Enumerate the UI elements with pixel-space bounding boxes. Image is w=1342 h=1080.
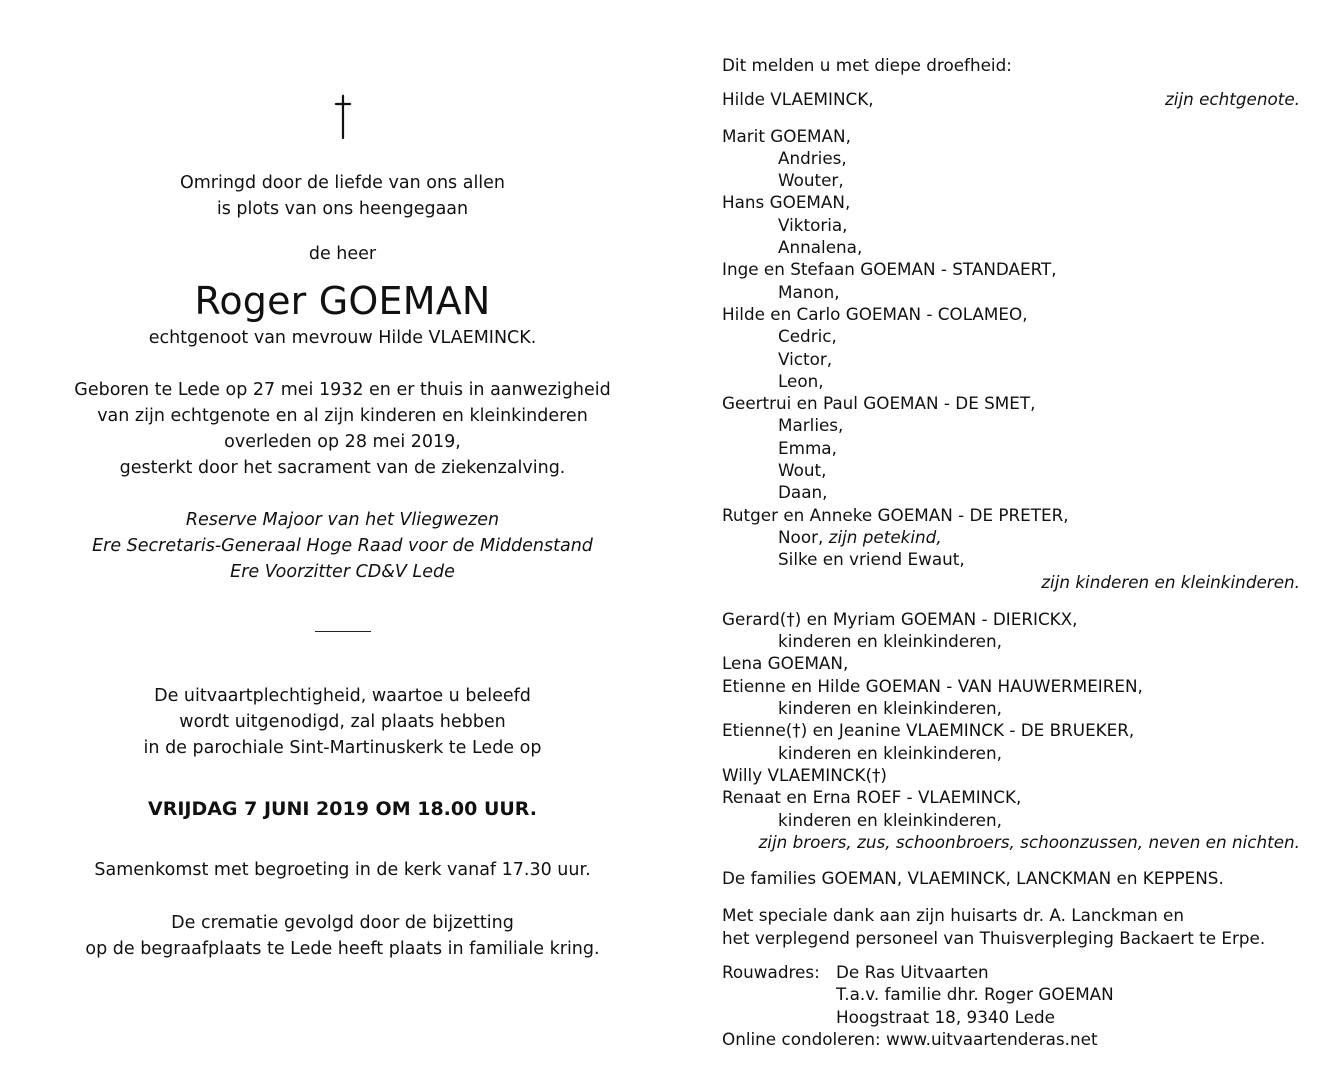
announcement-left: [70, 92, 615, 962]
list-item: Emma,: [778, 437, 837, 458]
ceremony-date: VRIJDAG 7 JUNI 2019 OM 18.00 UUR.: [147, 798, 538, 820]
intro-line: is plots van ons heengegaan: [216, 199, 469, 219]
list-item: Marlies,: [778, 415, 844, 436]
intro-line: Omringd door de liefde van ons allen: [179, 173, 506, 193]
list-item: Etienne(†) en Jeanine VLAEMINCK - DE BRUEKER,: [722, 720, 1135, 741]
divider: [70, 631, 615, 632]
intro-text: [70, 170, 615, 222]
deceased-name: Roger GOEMAN: [194, 279, 491, 323]
list-item: Leon,: [778, 370, 824, 391]
list-item: Renaat en Erna ROEF - VLAEMINCK,: [722, 787, 1022, 808]
list-item: Hilde en Carlo GOEMAN - COLAMEO,: [722, 303, 1028, 324]
godchild-row: [722, 526, 1300, 548]
children-list: [722, 125, 1300, 526]
list-item: Andries,: [778, 147, 847, 168]
godchild-name: Noor,: [778, 526, 824, 547]
list-item: kinderen en kleinkinderen,: [778, 742, 1002, 763]
list-item: Geertrui en Paul GOEMAN - DE SMET,: [722, 393, 1036, 414]
address-line: De Ras Uitvaarten: [836, 961, 989, 982]
list-item: Manon,: [778, 281, 840, 302]
online-condolences: Online condoleren: www.uitvaartenderas.net: [722, 1028, 1098, 1049]
grandchild-line: Silke en vriend Ewaut,: [778, 549, 965, 570]
function-line: Ere Voorzitter CD&V Lede: [230, 562, 455, 582]
birth-death-line: van zijn echtgenote en al zijn kinderen en kleinkinderen: [97, 406, 588, 426]
cremation-line: De crematie gevolgd door de bijzetting: [171, 913, 514, 933]
godchild-role: zijn petekind,: [828, 526, 942, 547]
cremation-line: op de begraafplaats te Lede heeft plaats in familiale kring.: [85, 939, 600, 959]
list-item: Viktoria,: [778, 214, 848, 235]
functions-text: [70, 507, 615, 585]
cremation-text: [70, 910, 615, 962]
invitation-line: wordt uitgenodigd, zal plaats hebben: [179, 712, 506, 732]
invitation-text: [70, 683, 615, 761]
address-label: Rouwadres:: [722, 961, 820, 982]
thanks-line: het verplegend personeel van Thuisverpleging Backaert te Erpe.: [722, 927, 1266, 948]
spouse-role: zijn echtgenote.: [1165, 89, 1300, 110]
spouse-name: Hilde VLAEMINCK,: [722, 89, 874, 110]
birth-death-text: [70, 377, 615, 481]
address-line: T.a.v. familie dhr. Roger GOEMAN: [836, 984, 1114, 1005]
list-item: Cedric,: [778, 326, 837, 347]
function-line: Ere Secretaris-Generaal Hoge Raad voor de Middenstand: [92, 536, 593, 556]
siblings-role: zijn broers, zus, schoonbroers, schoonzussen, neven en nichten.: [758, 831, 1300, 852]
list-item: Daan,: [778, 482, 828, 503]
list-item: kinderen en kleinkinderen,: [778, 698, 1002, 719]
spouse-line: echtgenoot van mevrouw Hilde VLAEMINCK.: [148, 328, 537, 348]
children-role: zijn kinderen en kleinkinderen.: [1041, 571, 1300, 592]
spouse-row: [722, 88, 1300, 110]
list-item: Gerard(†) en Myriam GOEMAN - DIERICKX,: [722, 608, 1078, 629]
list-item: Wouter,: [778, 170, 844, 191]
list-item: Etienne en Hilde GOEMAN - VAN HAUWERMEIREN,: [722, 675, 1143, 696]
list-item: Victor,: [778, 348, 833, 369]
gathering-text: Samenkomst met begroeting in de kerk vanaf 17.30 uur.: [94, 860, 591, 880]
birth-death-line: Geboren te Lede op 27 mei 1932 en er thuis in aanwezigheid: [74, 380, 611, 400]
address-lines: [836, 961, 1114, 1028]
list-item: Hans GOEMAN,: [722, 192, 851, 213]
mourners-heading: Dit melden u met diepe droefheid:: [722, 55, 1012, 75]
families-line: De families GOEMAN, VLAEMINCK, LANCKMAN en KEPPENS.: [722, 868, 1224, 889]
list-item: Marit GOEMAN,: [722, 125, 851, 146]
list-item: kinderen en kleinkinderen,: [778, 809, 1002, 830]
birth-death-line: overleden op 28 mei 2019,: [224, 432, 461, 452]
list-item: Wout,: [778, 460, 827, 481]
invitation-line: in de parochiale Sint-Martinuskerk te Lede op: [143, 738, 542, 758]
siblings-list: [722, 608, 1300, 831]
list-item: Rutger en Anneke GOEMAN - DE PRETER,: [722, 504, 1069, 525]
list-item: kinderen en kleinkinderen,: [778, 631, 1002, 652]
thanks-text: [722, 904, 1300, 949]
mourning-address: [722, 961, 1300, 1028]
announcement-right: [722, 54, 1300, 1050]
list-item: Annalena,: [778, 237, 863, 258]
list-item: Inge en Stefaan GOEMAN - STANDAERT,: [722, 259, 1057, 280]
title-text: de heer: [308, 244, 377, 264]
thanks-line: Met speciale dank aan zijn huisarts dr. A. Lanckman en: [722, 905, 1185, 926]
cross-icon: [333, 92, 353, 140]
list-item: Lena GOEMAN,: [722, 653, 849, 674]
address-line: Hoogstraat 18, 9340 Lede: [836, 1006, 1055, 1027]
list-item: Willy VLAEMINCK(†): [722, 764, 887, 785]
invitation-line: De uitvaartplechtigheid, waartoe u beleefd: [154, 686, 531, 706]
birth-death-line: gesterkt door het sacrament van de ziekenzalving.: [119, 458, 566, 478]
function-line: Reserve Majoor van het Vliegwezen: [185, 510, 500, 530]
